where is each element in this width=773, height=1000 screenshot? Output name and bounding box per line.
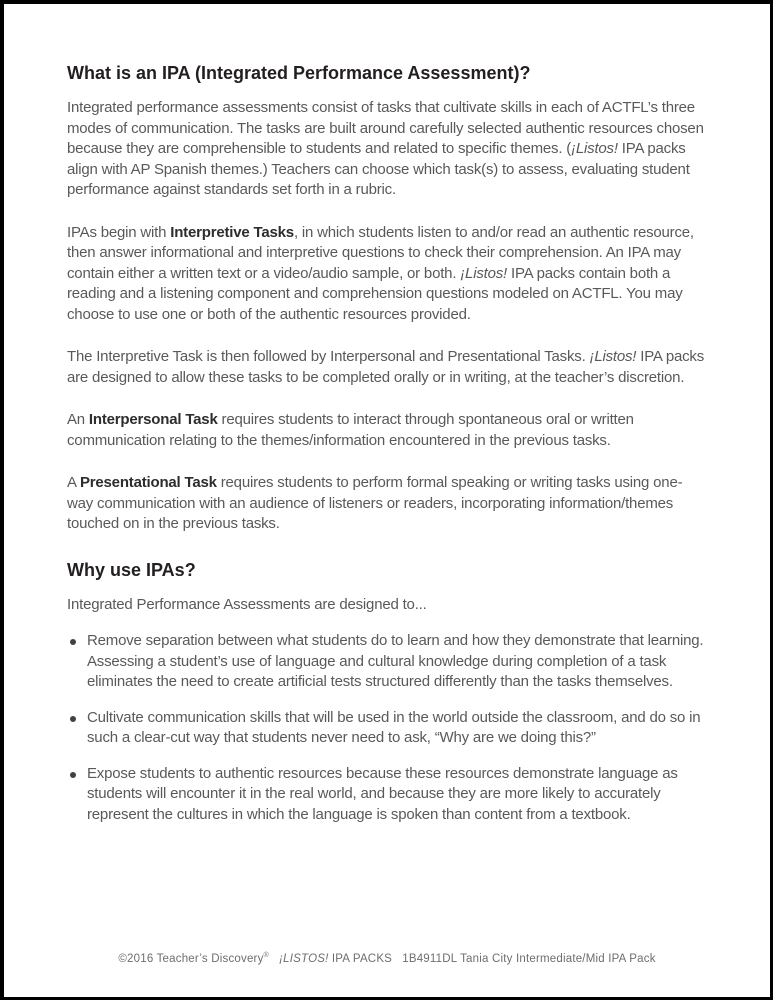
bullet-text: Remove separation between what students do to learn and how they demonstrate that learning. Assessing a student’s use of language and cultural knowledge during completion of a task eliminates the need to create artificial tests structured differently than the tasks themselves. <box>87 632 704 690</box>
bullet-text: Cultivate communication skills that will be used in the world outside the classroom, and do so in such a clear-cut way that students never need to ask, “Why are we doing this?” <box>87 708 701 746</box>
paragraph-presentational-task: A Presentational Task requires students to perform formal speaking or writing tasks using one-way communication with an audience of listeners or readers, incorporating information/themes touched on in the previous tasks. <box>67 474 683 532</box>
bullet-dot <box>70 639 76 645</box>
footer-credit: ©2016 Teacher’s Discovery® ¡LISTOS! IPA PACKS 1B4911DL Tania City Intermediate/Mid IPA Pack <box>118 951 656 965</box>
bullet-text: Expose students to authentic resources because these resources demonstrate language as students will encounter it in the real world, and because they are more likely to accurately represent the cultures in which the language is spoken than content from a textbook. <box>87 764 678 823</box>
why-use-ipas-intro: Integrated Performance Assessments are designed to... <box>67 595 427 613</box>
paragraph-interpersonal-task: An Interpersonal Task requires students to interact through spontaneous oral or written communication relating to the themes/information encountered in the previous tasks. <box>67 411 634 449</box>
paragraph-task-sequence: The Interpretive Task is then followed by Interpersonal and Presentational Tasks. ¡Listos! IPA packs are designed to allow these tasks to be completed orally or in writing, at the teacher’s discretion. <box>67 348 705 386</box>
bullet-item-expose-authentic-resources <box>67 764 708 826</box>
bullet-item-remove-separation <box>67 631 708 693</box>
bullet-dot <box>70 716 76 722</box>
bullet-dot <box>70 772 76 778</box>
section-heading-why-use-ipas: Why use IPAs? <box>67 559 196 580</box>
section-heading-what-is-ipa: What is an IPA (Integrated Performance Assessment)? <box>67 63 531 83</box>
benefits-bullet-list <box>67 631 708 825</box>
paragraph-ipa-overview: Integrated performance assessments consist of tasks that cultivate skills in each of ACTFL’s three modes of communication. The tasks are built around carefully selected authentic resources chosen because they are comprehensible to students and related to specific themes. (¡Listos! IPA packs align with AP Spanish themes.) Teachers can choose which task(s) to assess, evaluating student performance against standards set forth in a rubric. <box>67 99 704 198</box>
page-content <box>4 4 770 825</box>
paragraph-interpretive-tasks: IPAs begin with Interpretive Tasks, in which students listen to and/or read an authentic resource, then answer informational and interpretive questions to check their comprehension. An IPA may contain either a written text or a video/audio sample, or both. ¡Listos! IPA packs contain both a reading and a listening component and comprehension questions modeled on ACTFL. You may choose to use one or both of the authentic resources provided. <box>67 223 694 323</box>
bullet-item-cultivate-skills <box>67 708 708 749</box>
